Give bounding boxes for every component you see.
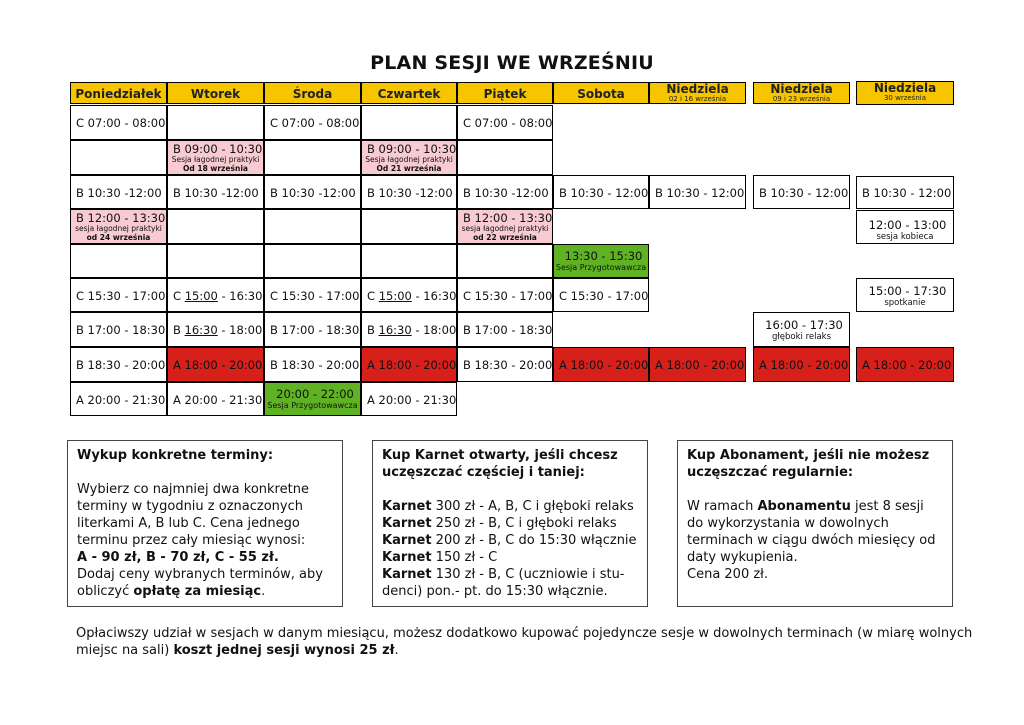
header-friday: Piątek — [457, 82, 553, 104]
slot-start: 16:30 — [378, 323, 412, 337]
slot-tue-r5 — [167, 244, 264, 278]
slot-fri-r1 — [457, 105, 553, 140]
box-text: Wybierz co najmniej dwa konkretne terminy w tygodniu z oznaczonych literkami A, B lub C. Cena jednego terminu przez cały miesiąc wynosi: — [77, 482, 309, 548]
slot-text: C 15:30 - 17:00 — [463, 289, 553, 303]
slot-sat-r5 — [553, 244, 649, 278]
slot-text: B 10:30 -12:00 — [463, 186, 549, 200]
slot-text: C 07:00 - 08:00 — [76, 116, 166, 130]
box-text-2a: Dodaj ceny wybranych terminów, aby obliczyć — [77, 567, 323, 599]
slot-sun3-r6 — [856, 278, 954, 312]
box-subscription — [677, 440, 953, 607]
slot-end: - 18:00 — [217, 323, 263, 337]
slot-thu-r7 — [361, 312, 457, 347]
slot-tue-r6 — [167, 278, 264, 312]
pass-item — [382, 532, 638, 549]
box-prices: A - 90 zł, B - 70 zł, C - 55 zł. — [77, 550, 279, 565]
slot-text: C 15:30 - 17:00 — [270, 289, 360, 303]
header-sunday-3 — [856, 81, 954, 105]
box-text-2 — [77, 566, 333, 600]
slot-text: A 18:00 - 20:00 — [367, 358, 457, 372]
slot-tue-r7 — [167, 312, 264, 347]
header-thursday: Czwartek — [361, 82, 457, 104]
slot-text: A 18:00 - 20:00 — [759, 358, 849, 372]
slot-wed-r6 — [264, 278, 361, 312]
slot-thu-r2 — [361, 140, 457, 175]
slot-text: A 20:00 - 21:30 — [76, 393, 166, 407]
slot-text: C 07:00 - 08:00 — [270, 116, 360, 130]
slot-mon-r2 — [70, 140, 167, 175]
slot-sun1-r8 — [649, 347, 746, 382]
footer-end: . — [394, 643, 399, 658]
pass-item — [382, 515, 638, 532]
slot-time: B 09:00 - 10:30 — [173, 142, 263, 156]
slot-fri-r3 — [457, 175, 553, 209]
slot-text: A 18:00 - 20:00 — [862, 358, 952, 372]
box-open-pass — [372, 440, 648, 607]
slot-thu-r9 — [361, 382, 457, 416]
slot-text: A 18:00 - 20:00 — [173, 358, 263, 372]
slot-time: B 12:00 - 13:30 — [76, 211, 166, 225]
pass-label: Karnet — [382, 499, 432, 514]
slot-sun3-r4 — [856, 210, 954, 244]
slot-tue-r9 — [167, 382, 264, 416]
pass-label: Karnet — [382, 533, 432, 548]
slot-mon-r4 — [70, 209, 167, 244]
pass-text: 130 zł - B, C (uczniowie i stu-denci) pon.- pt. do 15:30 włącznie. — [382, 567, 625, 599]
header-sunday-3-dates: 30 września — [883, 94, 927, 102]
slot-text: B 18:30 - 20:00 — [270, 358, 360, 372]
slot-text: C 07:00 - 08:00 — [463, 116, 553, 130]
box-specific-terms — [67, 440, 343, 607]
slot-desc: sesja kobieca — [876, 232, 934, 242]
slot-sun2-r3 — [753, 175, 850, 209]
slot-text: B 10:30 - 12:00 — [559, 186, 649, 200]
slot-text: B 17:00 - 18:30 — [463, 323, 553, 337]
slot-time: 16:00 - 17:30 — [765, 318, 843, 332]
pass-text: 200 zł - B, C do 15:30 włącznie — [431, 533, 637, 548]
box-text-2c: . — [261, 584, 266, 599]
slot-thu-r5 — [361, 244, 457, 278]
slot-text: A 20:00 - 21:30 — [367, 393, 457, 407]
slot-sun3-r3 — [856, 176, 954, 209]
pass-list — [382, 498, 638, 600]
slot-text: B 10:30 - 12:00 — [655, 186, 745, 200]
slot-desc: spotkanie — [884, 298, 926, 308]
slot-fri-r2 — [457, 140, 553, 175]
slot-text: B 10:30 -12:00 — [173, 186, 259, 200]
pass-item — [382, 498, 638, 515]
slot-text: B 10:30 -12:00 — [76, 186, 162, 200]
slot-desc: sesja łagodnej praktyki — [461, 224, 549, 233]
slot-start: 15:00 — [378, 289, 412, 303]
header-sunday-2-dates: 09 i 23 września — [772, 95, 831, 103]
slot-wed-r4 — [264, 209, 361, 244]
header-sunday-1 — [649, 82, 746, 104]
slot-sun2-r8 — [753, 347, 850, 382]
slot-tue-r1 — [167, 105, 264, 140]
slot-text: B 10:30 - 12:00 — [759, 186, 849, 200]
pass-text: 150 zł - C — [431, 550, 498, 565]
slot-wed-r1 — [264, 105, 361, 140]
box-text-c: jest 8 sesji do wykorzystania w dowolnych terminach w ciągu dwóch miesięcy od daty wykupienia. — [687, 499, 936, 565]
slot-wed-r5 — [264, 244, 361, 278]
slot-thu-r6 — [361, 278, 457, 312]
header-saturday: Sobota — [553, 82, 649, 104]
slot-letter: B — [173, 323, 185, 337]
pass-text: 250 zł - B, C i głęboki relaks — [431, 516, 617, 531]
slot-date: Od 18 września — [183, 164, 248, 173]
slot-fri-r8 — [457, 347, 553, 382]
slot-fri-r7 — [457, 312, 553, 347]
slot-text: A 18:00 - 20:00 — [559, 358, 649, 372]
pass-item — [382, 549, 638, 566]
slot-text: B 18:30 - 20:00 — [463, 358, 553, 372]
slot-thu-r1 — [361, 105, 457, 140]
slot-text: B 17:00 - 18:30 — [270, 323, 360, 337]
box-text — [687, 498, 943, 566]
footer-bold: koszt jednej sesji wynosi 25 zł — [173, 643, 395, 658]
header-sunday-3-label: Niedziela — [873, 81, 937, 95]
header-tuesday: Wtorek — [167, 82, 264, 104]
slot-text: C 15:30 - 17:00 — [559, 289, 649, 303]
slot-mon-r6 — [70, 278, 167, 312]
slot-time: B 12:00 - 13:30 — [463, 211, 553, 225]
header-sunday-2 — [753, 82, 850, 104]
slot-tue-r8 — [167, 347, 264, 382]
slot-mon-r9 — [70, 382, 167, 416]
price-list: A - 90 zł, B - 70 zł, C - 55 zł — [77, 550, 274, 565]
slot-sat-r6 — [553, 278, 649, 312]
slot-desc: Sesja łagodnej praktyki — [365, 155, 453, 164]
slot-date: od 24 września — [86, 233, 151, 242]
slot-text: B 18:30 - 20:00 — [76, 358, 166, 372]
slot-wed-r8 — [264, 347, 361, 382]
footer-note — [76, 625, 996, 659]
pass-label: Karnet — [382, 567, 432, 582]
box-price: Cena 200 zł. — [687, 567, 769, 582]
slot-time: 13:30 - 15:30 — [564, 249, 643, 263]
slot-wed-r9 — [264, 382, 361, 416]
slot-letter: C — [173, 289, 185, 303]
box-heading: Kup Abonament, jeśli nie możesz uczęszczać regularnie: — [687, 448, 930, 480]
header-wednesday: Środa — [264, 82, 361, 104]
slot-fri-r6 — [457, 278, 553, 312]
slot-sat-r3 — [553, 175, 649, 209]
slot-start: 15:00 — [184, 289, 218, 303]
slot-date: od 22 września — [473, 233, 537, 242]
slot-wed-r7 — [264, 312, 361, 347]
slot-text: B 10:30 - 12:00 — [862, 186, 952, 200]
header-sunday-1-label: Niedziela — [666, 82, 729, 96]
pass-label: Karnet — [382, 550, 432, 565]
slot-start: 16:30 — [184, 323, 218, 337]
slot-thu-r4 — [361, 209, 457, 244]
pass-text: 300 zł - A, B, C i głęboki relaks — [431, 499, 634, 514]
slot-desc: Sesja Przygotowawcza — [555, 263, 647, 272]
slot-tue-r2 — [167, 140, 264, 175]
slot-thu-r8 — [361, 347, 457, 382]
slot-text: B 17:00 - 18:30 — [76, 323, 166, 337]
slot-text: A 20:00 - 21:30 — [173, 393, 263, 407]
header-sunday-1-dates: 02 i 16 września — [668, 95, 727, 103]
slot-wed-r3 — [264, 175, 361, 209]
slot-letter: C — [367, 289, 379, 303]
slot-desc: Sesja łagodnej praktyki — [171, 155, 260, 164]
slot-time: 12:00 - 13:00 — [868, 218, 947, 232]
slot-end: - 18:00 — [411, 323, 457, 337]
header-sunday-2-label: Niedziela — [770, 82, 833, 96]
slot-fri-r4 — [457, 209, 553, 244]
slot-date: Od 21 września — [376, 164, 442, 173]
slot-sun3-r8 — [856, 347, 954, 382]
box-text-a: W ramach — [687, 499, 758, 514]
slot-sat-r8 — [553, 347, 649, 382]
slot-desc: Sesja Przygotowawcza — [267, 401, 358, 410]
slot-desc: sesja łagodnej praktyki — [75, 224, 162, 233]
slot-mon-r5 — [70, 244, 167, 278]
slot-mon-r1 — [70, 105, 167, 140]
slot-tue-r3 — [167, 175, 264, 209]
slot-thu-r3 — [361, 175, 457, 209]
slot-time: 20:00 - 22:00 — [276, 387, 354, 401]
box-heading: Wykup konkretne terminy: — [77, 448, 274, 463]
slot-letter: B — [367, 323, 379, 337]
slot-tue-r4 — [167, 209, 264, 244]
slot-end: - 16:30 — [217, 289, 263, 303]
slot-end: - 16:30 — [411, 289, 457, 303]
slot-sun2-r7 — [753, 312, 850, 347]
slot-text: B 10:30 -12:00 — [367, 186, 453, 200]
slot-sun1-r3 — [649, 175, 746, 209]
slot-text: B 10:30 -12:00 — [270, 186, 356, 200]
slot-fri-r5 — [457, 244, 553, 278]
box-text-b: Abonamentu — [757, 499, 851, 514]
page-title: PLAN SESJI WE WRZEŚNIU — [370, 52, 654, 74]
pass-item — [382, 566, 638, 600]
pass-label: Karnet — [382, 516, 432, 531]
slot-mon-r8 — [70, 347, 167, 382]
slot-mon-r7 — [70, 312, 167, 347]
slot-text: C 15:30 - 17:00 — [76, 289, 166, 303]
slot-time: B 09:00 - 10:30 — [367, 142, 457, 156]
box-heading: Kup Karnet otwarty, jeśli chcesz uczęszczać częściej i taniej: — [382, 448, 618, 480]
slot-desc: głęboki relaks — [771, 332, 832, 342]
slot-text: A 18:00 - 20:00 — [655, 358, 745, 372]
slot-mon-r3 — [70, 175, 167, 209]
header-monday: Poniedziałek — [70, 82, 167, 104]
slot-wed-r2 — [264, 140, 361, 175]
footer-text: Opłaciwszy udział w sesjach w danym miesiącu, możesz dodatkowo kupować pojedyncze sesje w dowolnych terminach (w miarę wolnych miejsc na sali) — [76, 626, 973, 658]
box-text-2b: opłatę za miesiąc — [133, 584, 262, 599]
slot-time: 15:00 - 17:30 — [868, 284, 947, 298]
